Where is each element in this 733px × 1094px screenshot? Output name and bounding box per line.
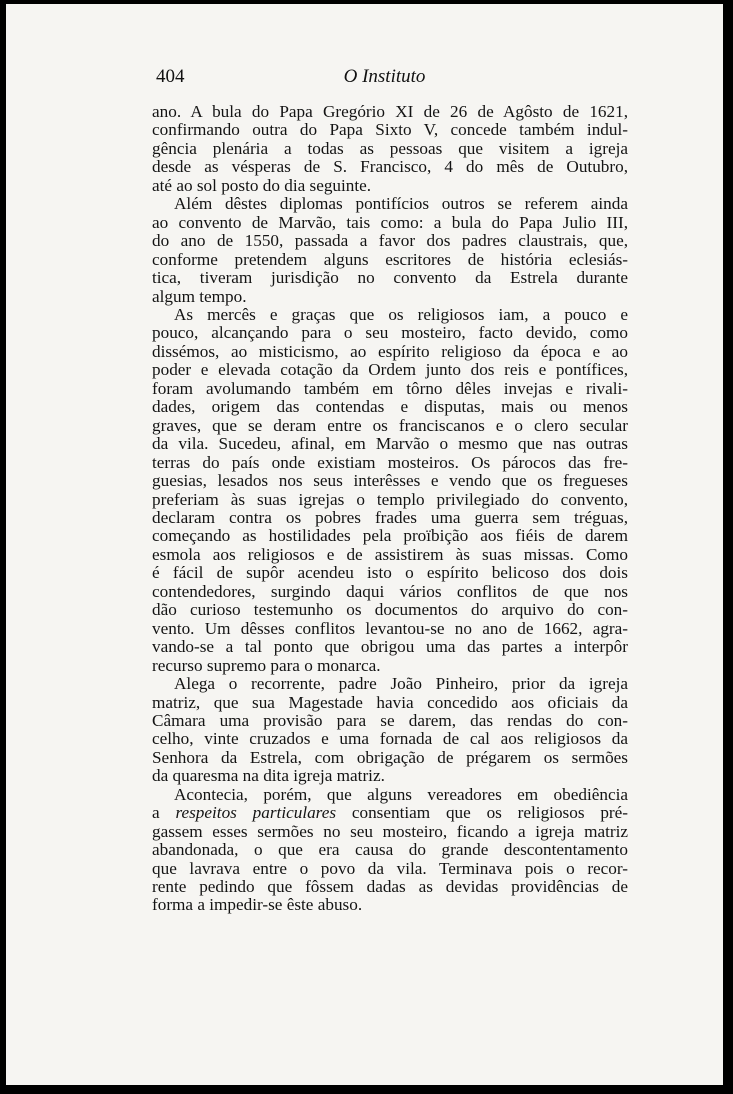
text-line: declaram contra os pobres frades uma guerra sem tréguas,	[152, 507, 628, 527]
body-text	[152, 103, 628, 915]
text-line: graves, que se deram entre os franciscanos e o clero secular	[152, 415, 628, 435]
page-header	[6, 62, 723, 92]
text-line: contendedores, surgindo daqui vários conflitos de que nos	[152, 581, 628, 601]
text-line: até ao sol posto do dia seguinte.	[152, 175, 372, 195]
text-line: preferiam às suas igrejas o templo privilegiado do convento,	[152, 489, 628, 509]
text-line: conforme pretendem alguns escritores de história eclesiás-	[152, 249, 628, 269]
text-line: Alega o recorrente, padre João Pinheiro, prior da igreja	[174, 674, 628, 694]
text-line: foram avolumando também em tôrno dêles invejas e rivali-	[152, 378, 628, 398]
text-line: começando as hostilidades pela proïbição aos fiéis de darem	[152, 526, 628, 546]
text-line: que lavrava entre o povo da vila. Terminava pois o recor-	[152, 858, 628, 878]
text-line: gência plenária a todas as pessoas que visitem a igreja	[152, 138, 628, 158]
text-line: desde as vésperas de S. Francisco, 4 do mês de Outubro,	[152, 157, 628, 177]
text-line: algum tempo.	[152, 286, 247, 306]
running-title: O Instituto	[343, 66, 426, 87]
text-line: da vila. Sucedeu, afinal, em Marvão o mesmo que nas outras	[152, 434, 628, 454]
text-line: forma a impedir-se êste abuso.	[152, 895, 363, 915]
text-line: gassem esses sermões no seu mosteiro, ficando a igreja matriz	[152, 821, 628, 841]
page-number: 404	[156, 66, 185, 87]
text-line: da quaresma na dita igreja matriz.	[152, 766, 385, 786]
text-line: recurso supremo para o monarca.	[152, 655, 381, 675]
text-line: ao convento de Marvão, tais como: a bula do Papa Julio III,	[152, 212, 628, 232]
text-line: vento. Um dêsses conflitos levantou-se no ano de 1662, agra-	[152, 618, 628, 638]
text-line: Câmara uma provisão para se darem, das rendas do con-	[152, 710, 628, 730]
document-page	[6, 4, 723, 1085]
text-line: é fácil de supôr acendeu isto o espírito belicoso dos dois	[152, 563, 628, 583]
text-line: dissémos, ao misticismo, ao espírito religioso da época e ao	[152, 341, 628, 361]
text-line: Acontecia, porém, que alguns vereadores em obediência	[174, 784, 628, 804]
text-line: Além dêstes diplomas pontifícios outros se referem ainda	[174, 194, 628, 214]
text-line: Senhora da Estrela, com obrigação de prégarem os sermões	[152, 747, 628, 767]
paragraph	[152, 195, 628, 306]
text-line: abandonada, o que era causa do grande descontentamento	[152, 840, 628, 860]
text-line: poder e elevada cotação da Ordem junto dos reis e pontífices,	[152, 360, 628, 380]
text-line: terras do país onde existiam mosteiros. Os párocos das fre-	[152, 452, 628, 472]
text-line: esmola aos religiosos e de assistirem às suas missas. Como	[152, 544, 628, 564]
text-line: vando-se a tal ponto que obrigou uma das partes a interpôr	[152, 637, 628, 657]
text-line: celho, vinte cruzados e uma fornada de cal aos religiosos da	[152, 729, 628, 749]
text-line: tica, tiveram jurisdição no convento da Estrela durante	[152, 268, 628, 288]
text-line: As mercês e graças que os religiosos iam, a pouco e	[174, 304, 628, 324]
text-line: rente pedindo que fôssem dadas as devidas providências de	[152, 877, 628, 897]
text-line: pouco, alcançando para o seu mosteiro, facto devido, como	[152, 323, 628, 343]
text-line: dades, origem das contendas e disputas, mais ou menos	[152, 397, 628, 417]
text-line: ano. A bula do Papa Gregório XI de 26 de Agôsto de 1621,	[152, 102, 628, 121]
paragraph	[152, 675, 628, 786]
paragraph	[152, 306, 628, 675]
text-line: confirmando outra do Papa Sixto V, concede também indul-	[152, 120, 628, 140]
paragraph	[152, 786, 628, 915]
text-line: a respeitos particulares consentiam que os religiosos pré-	[152, 803, 628, 823]
italic-phrase: respeitos particulares	[175, 803, 337, 823]
text-line: guesias, lesados nos seus interêsses e vendo que os fregueses	[152, 471, 628, 491]
text-line: do ano de 1550, passada a favor dos padres claustrais, que,	[152, 231, 628, 251]
text-line: dão curioso testemunho os documentos do arquivo do con-	[152, 600, 628, 620]
text-line: matriz, que sua Magestade havia concedido aos oficiais da	[152, 692, 628, 712]
paragraph	[152, 103, 628, 195]
